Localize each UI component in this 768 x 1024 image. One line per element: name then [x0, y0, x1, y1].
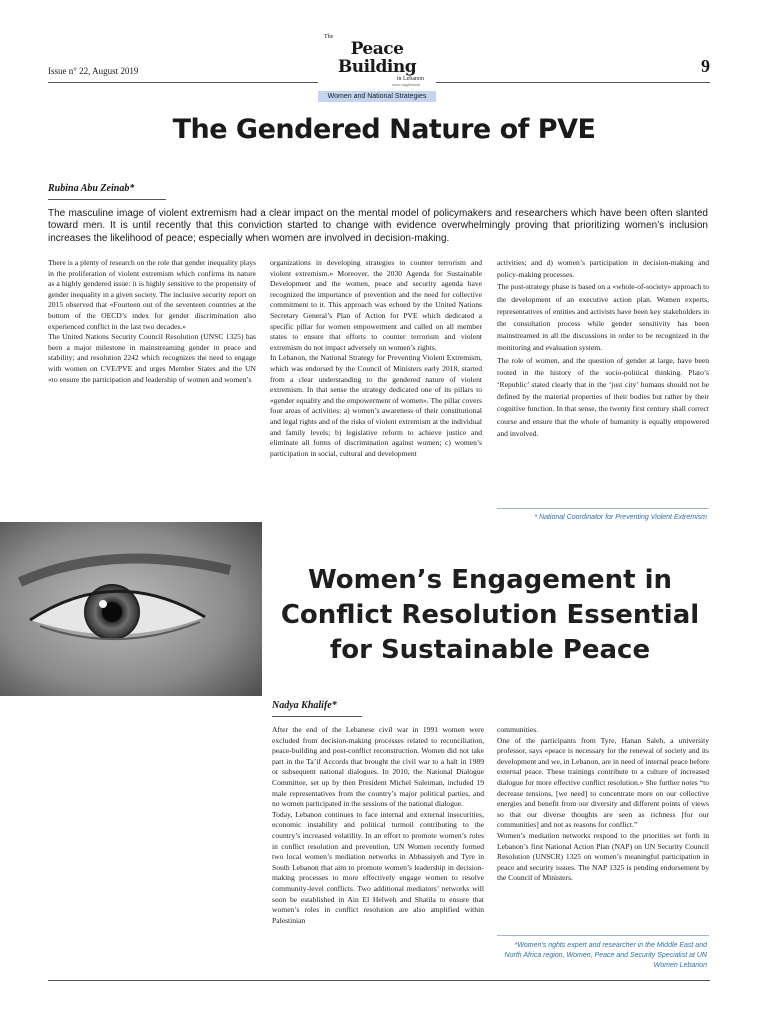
paragraph: One of the participants from Tyre, Hanan Saleh, a university professor, says «peace is necessary for the renewal of society and its development and we, in Lebanon, are in need of internal peace before external peace. These trainings contribute to a culture of increased dialogue for more effective conflict resolution.» She further notes “to decrease tensions, [we need] to concentrate more on our collective energies and benefit from our diversity and different points of views so that our diverse thoughts are seen as richness [for our communities] and not as reasons for conflict.” [497, 735, 709, 830]
paragraph: The role of women, and the question of gender at large, have been rooted in the history of the socio-political thinking. Plato’s ‘Republic’ stated clearly that in the ‘just city’ humans should not be defined by the material properties of their bodies but rather by their cognitive function. In that sense, the twenty first century shall correct course and ensure that the whole of humanity is equally empowered and involved. [497, 355, 709, 438]
footnote-rule [497, 508, 709, 509]
article2-title-line: Conflict Resolution Essential [280, 600, 700, 630]
article2-title-line: for Sustainable Peace [329, 635, 651, 665]
article2-column-2 [497, 725, 709, 884]
article2-author: Nadya Khalife* [272, 700, 337, 711]
article2-column-1 [272, 725, 484, 926]
eye-photo [0, 522, 262, 696]
page-bottom-rule [48, 980, 710, 981]
article1-column-3 [497, 257, 709, 440]
paragraph: communities. [497, 725, 539, 734]
article2-title-line: Women’s Engagement in [307, 565, 673, 595]
article1-column-2 [270, 258, 482, 459]
logo-sub: in Lebanon [396, 76, 424, 82]
logo-name: Peace Building [337, 39, 417, 77]
paragraph: organizations in developing strategies to counter terrorism and violent extremism.» Moreover, the 2030 Agenda for Sustainable Development and the women, peace and security agenda have recognized the importance of prevention and the need for collective commitment to it. This approach was echoed by the United Nations Secretary General’s Plan of Action for PVE which dedicated a specific pillar for women empowerment and called on all member states to ensure that efforts to counter terrorism and violent extremism do not impact adversely on women’s rights. [270, 258, 482, 352]
paragraph: Today, Lebanon continues to face internal and external insecurities, economic instability and political turmoil contributing to the country’s increased volatility. In an effort to promote women’s roles in conflict resolution and prevention, UN Women recently formed two local women’s mediation networks in Abbassiyeh and Tyre in South Lebanon that aim to promote women’s leadership in decision-making processes to more effectively engage women to resolve community-level conflicts. Two additional mediators’ networks will soon be established in Ain El Helweh and Shatila to ensure that women’s roles in conflict resolution are also amplified within Palestinian [272, 809, 484, 925]
paragraph: The post-strategy phase is based on a «whole-of-society» approach to the development of an executive action plan. Women experts, representatives of entities and activists have been key stakeholders in the consultation process while gender sensitivity has been mainstreamed in all the discussions in order to be recognized in the monitoring and evaluation system. [497, 282, 709, 353]
article2-footnote: *Women’s rights expert and researcher in the Middle East and North Africa region, Women, Peace and Security Specialist at UN Women Lebanon [504, 942, 707, 969]
page-number: 9 [701, 56, 710, 76]
paragraph: After the end of the Lebanese civil war in 1991 women were excluded from decision-making processes related to reconciliation, peace-building and post-conflict reconstruction. Women did not take part in the Ta’if Accords that brought the civil war to a halt in 1989 or subsequent national dialogues. In 2010, the National Dialogue Committee, set up by then President Michel Suleiman, included 19 male representatives from the country’s major political parties, and no women participated in the sessions of the national dialogue. [272, 725, 484, 809]
issue-info: Issue n° 22, August 2019 [48, 66, 139, 76]
article1-lead: The masculine image of violent extremism had a clear impact on the mental model of policymakers and researchers which have been often slanted toward men. It is until recently that this conviction started to change with evidence overwhelmingly proving that prioritizing women’s inclusion increases the likelihood of peace; especially when women are involved in decision-making. [48, 208, 708, 244]
logo-the: The [324, 34, 334, 40]
paragraph: There is a plenty of research on the role that gender inequality plays in the proliferation of violent extremism which confirms its nature as a highly gendered issue: it is highly sensitive to the propensity of gender inequality in a given society. The inclusive security report on 2015 observed that «Fourteen out of the seventeen countries at the bottom of the OECD’s index for gender discrimination also experienced conflict in the last two decades.» [48, 258, 256, 331]
article1-title: The Gendered Nature of PVE [172, 114, 596, 145]
paragraph: The United Nations Security Council Resolution (UNSC 1325) has been a major milestone in mainstreaming gender in peace and stability; and resolution 2242 which recognizes the need to engage with women on CVE/PVE and urges Member States and the UN «to ensure the participation and leadership of women and women’s [48, 332, 256, 384]
logo-supplement: news supplement [392, 82, 420, 87]
header-rule [48, 82, 318, 83]
footnote-rule-2 [497, 935, 709, 936]
article1-rule [48, 199, 166, 200]
header-rule-right [436, 82, 710, 83]
paragraph: activities; and d) women’s participation in decision-making and policy-making processes. [497, 258, 709, 280]
article1-column-1 [48, 258, 256, 385]
article1-author: Rubina Abu Zeinab* [48, 183, 135, 194]
section-band: Women and National Strategies [318, 91, 436, 102]
paragraph: Women’s mediation networks respond to the priorities set forth in Lebanon’s first National Action Plan (NAP) on UN Security Council Resolution (UNSCR) 1325 on women’s meaningful participation in peace and security issues. The NAP 1325 is pending endorsement by the Council of Ministers. [497, 830, 709, 883]
masthead-logo [318, 34, 436, 102]
article1-footnote: * National Coordinator for Preventing Violent Extremism [534, 514, 707, 521]
article2-title [270, 563, 710, 668]
article2-rule [272, 716, 362, 717]
paragraph: In Lebanon, the National Strategy for Preventing Violent Extremism, which was endorsed by the Council of Ministers early 2018, started from a clear understanding to the gendered nature of violent extremism. In that sense the strategy dedicated one of its pillars to «gender equality and the empowerment of women». The pillar covers four areas of activities: a) women’s awareness of their constitutional and legal rights and of the risks of violent extremism at the individual and family levels; b) legislative reform to achieve justice and eliminate all forms of discrimination against women; c) women’s participation in social, cultural and development [270, 353, 482, 458]
